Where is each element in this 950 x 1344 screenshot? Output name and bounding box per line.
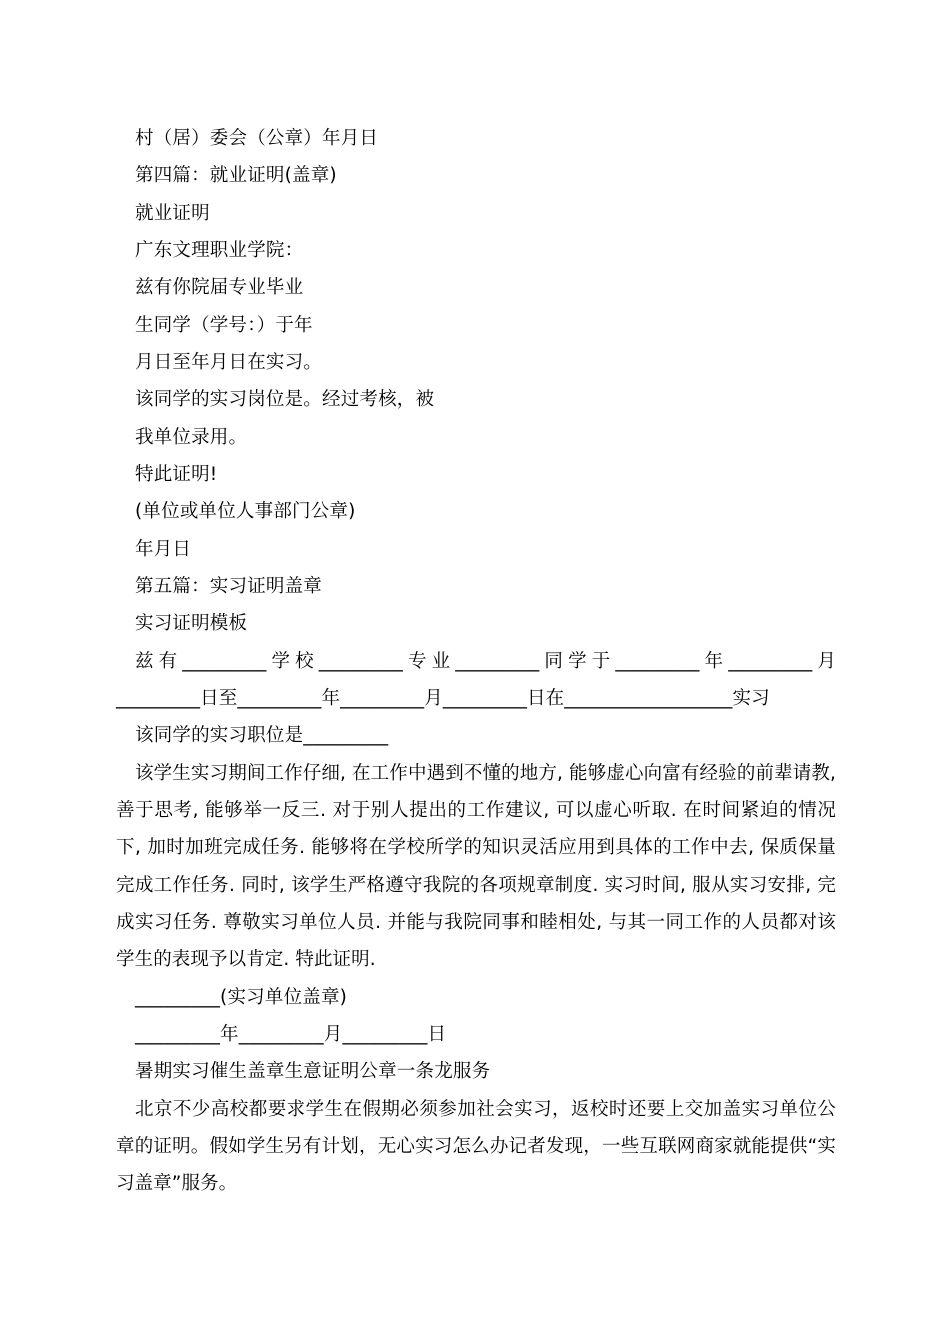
text-line: 月日至年月日在实习。 (135, 352, 323, 373)
text-line: 该同学的实习岗位是。经过考核，被 (135, 389, 435, 410)
section-heading: 第四篇：就业证明(盖章) (135, 165, 337, 186)
text-line: 村（居）委会（公章）年月日 (135, 128, 379, 149)
text-line: 兹有你院届专业毕业 (135, 277, 304, 298)
section-heading: 第五篇：实习证明盖章 (135, 576, 323, 597)
closing-line: 特此证明! (135, 464, 218, 485)
form-paragraph: 兹有_________学校_________专业_________同学于_________年_________月_________日至_________年_________月_________日在__________________实习 (116, 651, 836, 710)
document-title: 就业证明 (135, 203, 210, 224)
stamp-line: _________(实习单位盖章) (135, 987, 348, 1008)
news-paragraph: 北京不少高校都要求学生在假期必须参加社会实习，返校时还要上交加盖实习单位公章的证明。假如学生另有计划，无心实习怎么办记者发现，一些互联网商家就能提供“实习盖章”服务。 (116, 1099, 836, 1195)
evaluation-paragraph: 该学生实习期间工作仔细, 在工作中遇到不懂的地方, 能够虚心向富有经验的前辈请教, 善于思考, 能够举一反三. 对于别人提出的工作建议, 可以虚心听取. 在时间紧迫的情况下, 加时加班完成任务. 能够将在学校所学的知识灵活应用到具体的工作中去, 保质保量完成工作任务. 同时, 该学生严格遵守我院的各项规章制度. 实习时间, 服从实习安排, 完成实习任务. 尊敬实习单位人员. 并能与我院同事和睦相处, 与其一同工作的人员都对该学生的表现予以肯定. 特此证明. (116, 763, 836, 971)
position-line: 该同学的实习职位是_________ (135, 725, 389, 746)
text-line: 我单位录用。 (135, 427, 248, 448)
news-title: 暑期实习催生盖章生意证明公章一条龙服务 (135, 1061, 491, 1082)
date-line: 年月日 (135, 539, 192, 560)
text-line: 生同学（学号：）于年 (135, 315, 313, 336)
date-line: _________年_________月_________日 (135, 1024, 447, 1045)
seal-note: (单位或单位人事部门公章) (135, 501, 356, 522)
addressee: 广东文理职业学院： (135, 240, 304, 261)
template-title: 实习证明模板 (135, 613, 248, 634)
